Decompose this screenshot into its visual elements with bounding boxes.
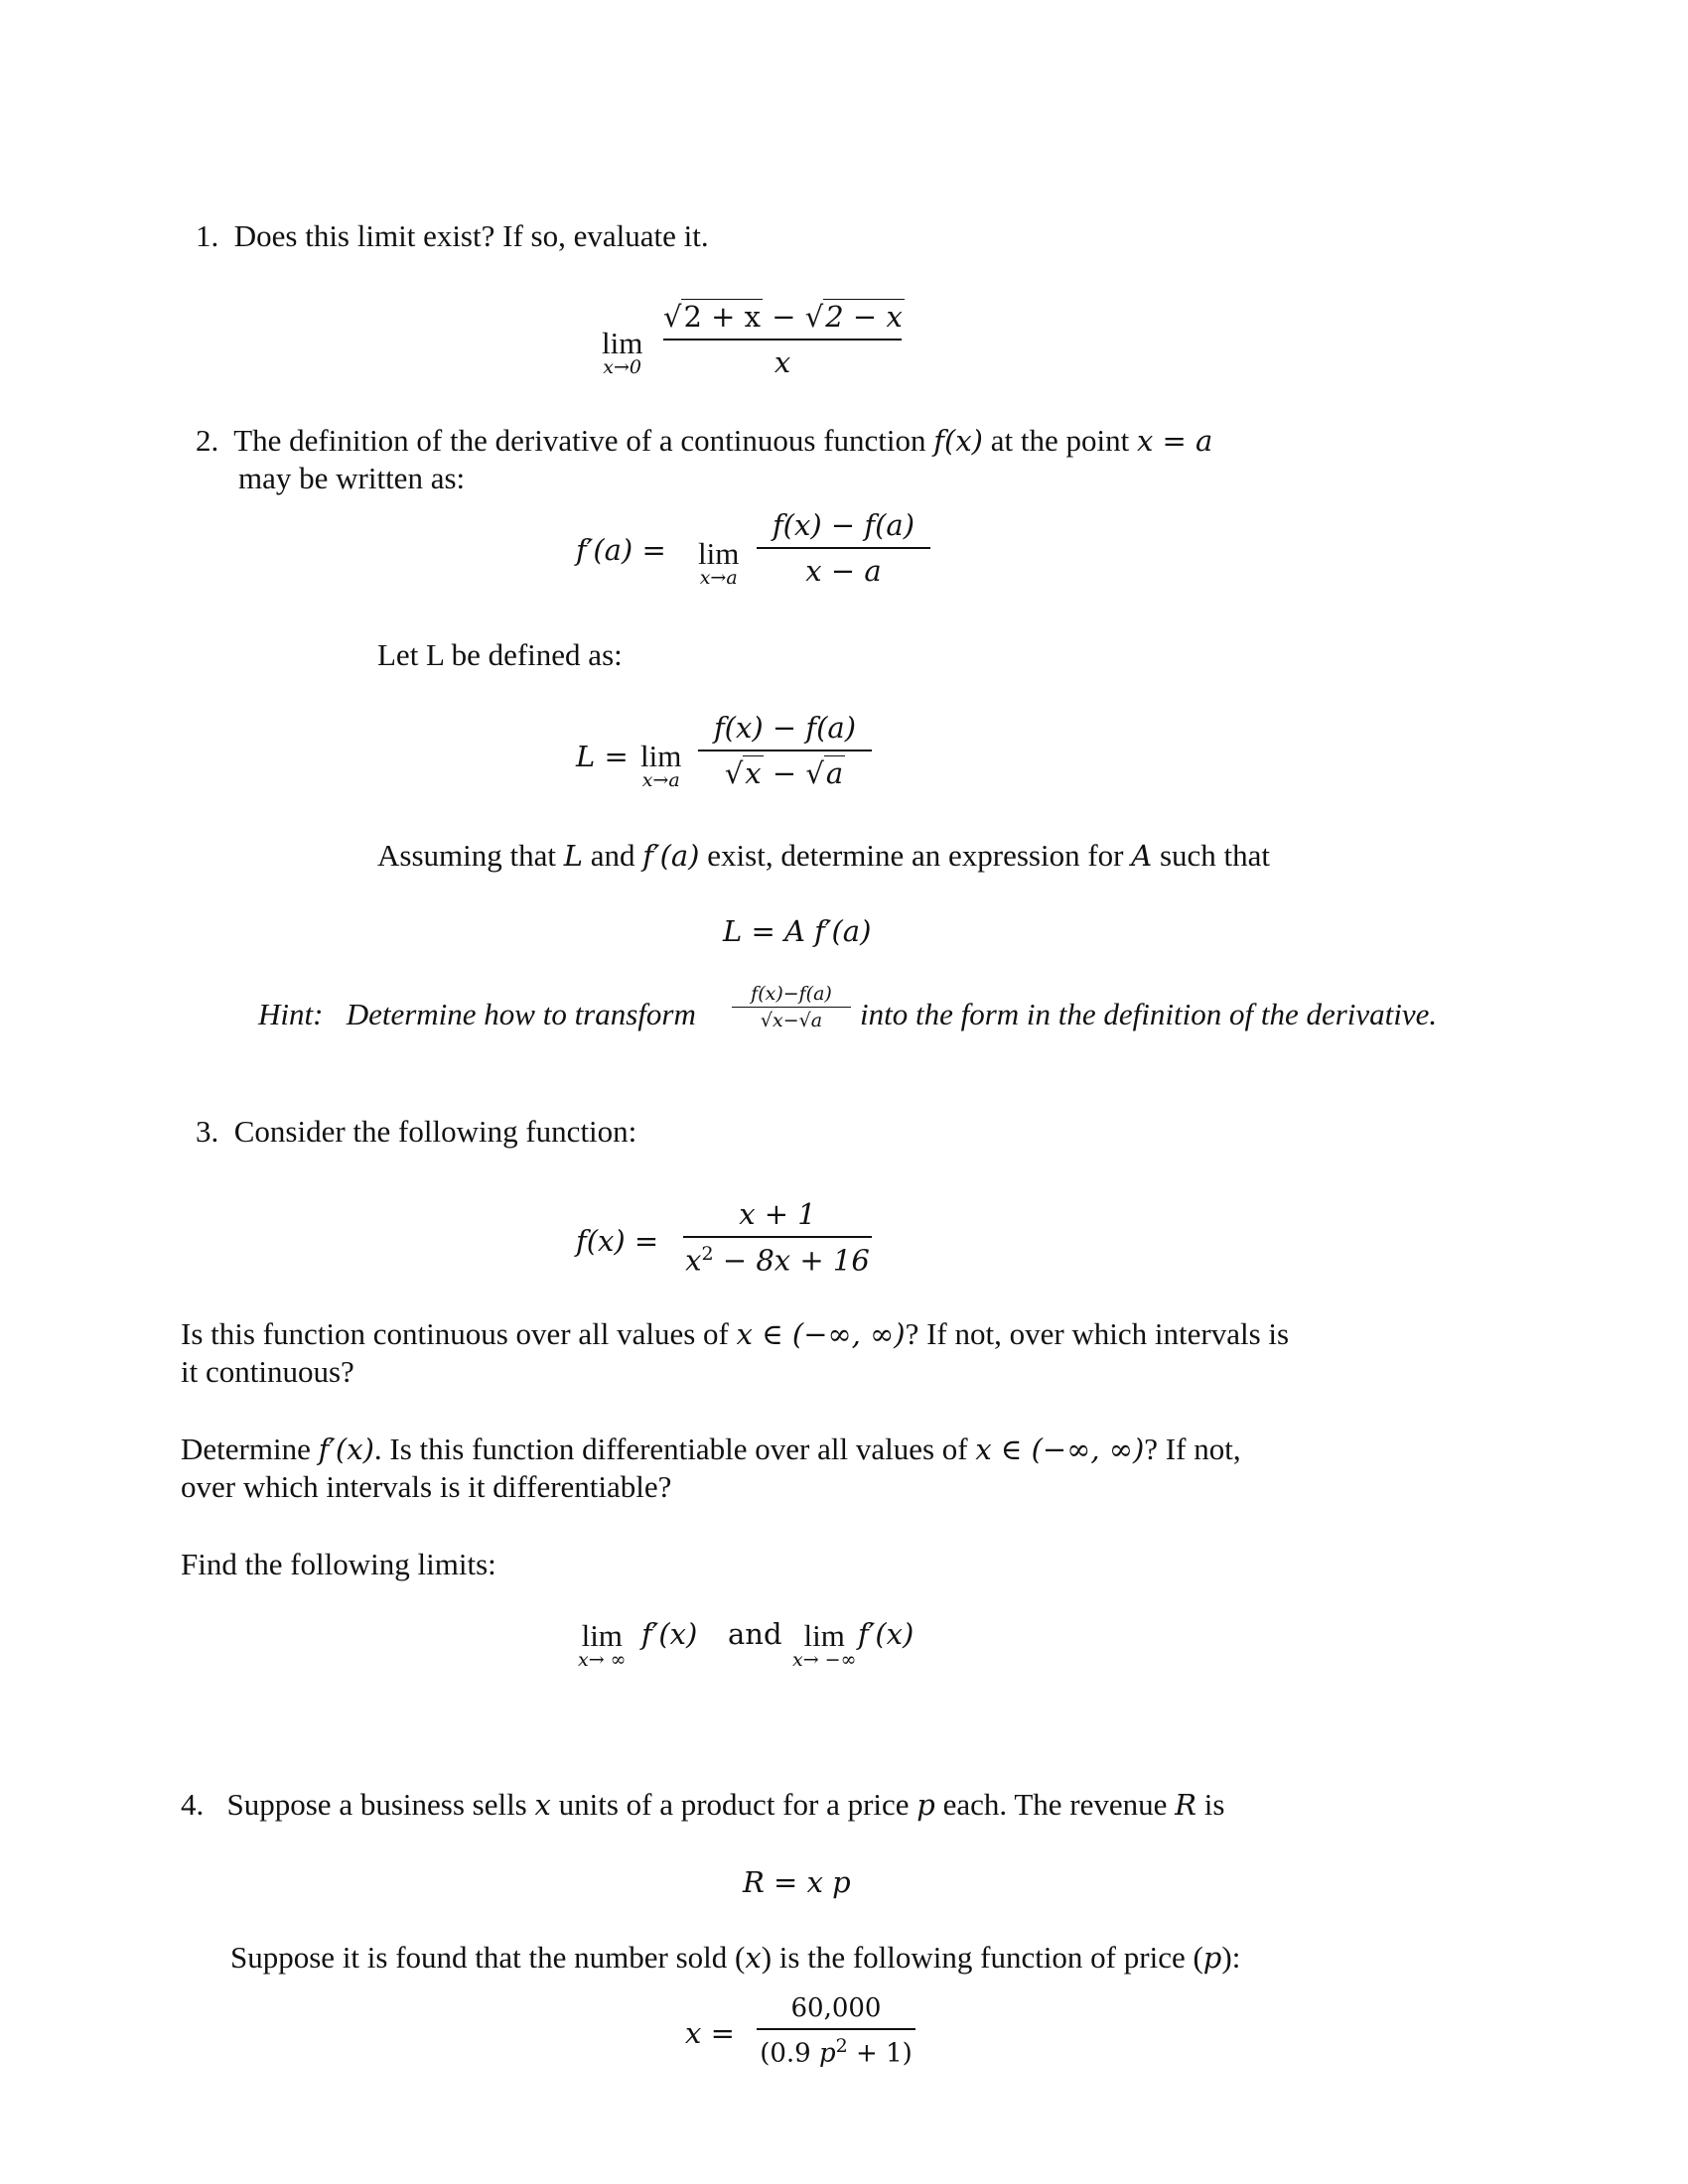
q3-f-lhs: f(x) =	[576, 1224, 659, 1258]
q3-cont-b: ? If not, over which intervals is	[905, 1316, 1290, 1351]
q4-denominator	[757, 2035, 915, 2069]
q3-lim2-operator	[792, 1618, 856, 1671]
q4-x-lhs: x =	[685, 2016, 735, 2050]
q2-def-limit-operator	[698, 536, 739, 589]
q3-den-exponent: 2	[701, 1243, 714, 1265]
sqrt-icon: √	[805, 756, 824, 790]
q2-L-lhs: L =	[576, 740, 629, 773]
q4-text-d: is	[1203, 1787, 1225, 1822]
q2-text-b: at the point	[990, 423, 1130, 458]
q2-def-lim-word: lim	[698, 536, 740, 571]
q2-assumption	[377, 838, 1270, 874]
q2-assume-b: and	[590, 838, 635, 873]
q2-L-lim-subscript: x→a	[641, 768, 680, 791]
q3-continuity-line2: it continuous?	[181, 1354, 354, 1389]
q1-fraction-bar	[663, 339, 902, 341]
q1-text: Does this limit exist? If so, evaluate it.	[233, 218, 709, 253]
q4-fraction-bar	[757, 2028, 915, 2030]
q2-L-radicand-x: x	[745, 756, 762, 790]
q4-text-p: p	[916, 1788, 935, 1822]
q3-differentiability-line1	[181, 1432, 1241, 1467]
q3-cont-set: x ∈ (−∞, ∞)	[736, 1317, 906, 1351]
q4-suppose-c: ):	[1221, 1940, 1241, 1975]
q2-prompt-line2: may be written as:	[238, 461, 466, 495]
q4-den-p: p	[819, 2038, 836, 2069]
q1-radicand-1: 2 + x	[683, 300, 762, 334]
q3-diff-set: x ∈ (−∞, ∞)	[975, 1433, 1145, 1466]
q3-numerator: x + 1	[739, 1197, 816, 1231]
q4-suppose-x: x	[745, 1941, 762, 1975]
q2-L-minus: −	[763, 756, 806, 790]
q2-L-limit-operator	[640, 739, 681, 791]
q2-def-fraction	[757, 508, 930, 588]
q4-numerator: 60,000	[790, 1993, 882, 2023]
q2-hint-b: into the form in the definition of the derivative.	[860, 997, 1438, 1031]
q2-hint-a: Determine how to transform	[346, 997, 696, 1031]
q4-fraction	[757, 1993, 915, 2069]
q4-text-R: R	[1175, 1788, 1196, 1822]
q2-hint-numerator: f(x)−f(a)	[751, 983, 832, 1005]
q3-denominator	[683, 1243, 872, 1278]
q3-diff-b: . Is this function differentiable over all values of	[373, 1432, 968, 1466]
q3-find-text: Find the following limits:	[181, 1547, 496, 1581]
q1-number: 1.	[196, 218, 219, 253]
q4-text-a: Suppose a business sells	[226, 1787, 527, 1822]
q3-lim1-word: lim	[581, 1618, 623, 1653]
sqrt-icon: √	[663, 300, 682, 334]
q3-lim2-word: lim	[803, 1618, 845, 1653]
q3-den-x: x	[685, 1243, 702, 1278]
q4-text-c: each. The revenue	[942, 1787, 1168, 1822]
q4-number: 4.	[181, 1787, 205, 1822]
q4-revenue-equation: R = x p	[743, 1865, 851, 1899]
q2-L-radicand-a: a	[825, 756, 844, 790]
q3-diff-c: ? If not,	[1144, 1432, 1241, 1466]
q1-radicand-2: 2 − x	[825, 300, 903, 334]
sqrt-icon: √	[804, 300, 824, 334]
q3-diff-a: Determine	[181, 1432, 311, 1466]
q2-L-fraction-bar	[698, 750, 872, 751]
q4-suppose	[230, 1940, 1240, 1976]
q2-assume-A: A	[1131, 839, 1153, 873]
q2-assume-L: L	[563, 839, 583, 873]
q1-denominator: x	[774, 345, 791, 379]
q2-L-fraction	[698, 711, 872, 790]
q2-relation: L = A f′(a)	[723, 914, 872, 948]
q3-fraction-bar	[683, 1236, 872, 1238]
q4-suppose-p: p	[1202, 1941, 1222, 1975]
q2-def-fraction-bar	[757, 547, 930, 549]
q2-hint-fraction-bar	[732, 1007, 851, 1008]
q4-text-b: units of a product for a price	[558, 1787, 910, 1822]
q2-def-numerator: f(x) − f(a)	[772, 508, 915, 542]
q3-lim2-expr: f′(x)	[858, 1617, 914, 1651]
q1-numerator	[663, 300, 902, 334]
q2-text-a: The definition of the derivative of a continuous function	[233, 423, 926, 458]
q4-den-close: + 1)	[847, 2038, 913, 2069]
q1-lim-word: lim	[602, 326, 643, 360]
q3-differentiability-line2: over which intervals is it differentiable?	[181, 1469, 672, 1504]
q2-let-text: Let L be defined as:	[377, 637, 623, 672]
q2-hint	[258, 997, 696, 1032]
q2-fx: f(x)	[933, 424, 983, 458]
q1-fraction	[663, 300, 902, 379]
q2-assume-a: Assuming that	[377, 838, 556, 873]
q1-minus: −	[763, 300, 805, 334]
q3-cont-a: Is this function continuous over all values of	[181, 1316, 729, 1351]
q3-continuity-line1	[181, 1316, 1289, 1352]
q2-assume-fpa: f′(a)	[642, 839, 700, 873]
q3-lim1-expr: f′(x)	[641, 1617, 698, 1651]
q4-den-exponent: 2	[835, 2035, 848, 2057]
q2-def-denominator: x − a	[805, 554, 882, 588]
q3-number: 3.	[196, 1114, 219, 1149]
q2-def-lim-subscript: x→a	[699, 566, 738, 589]
q3-prompt	[196, 1114, 636, 1150]
q4-den-open: (0.9	[760, 2038, 819, 2069]
q3-fraction	[683, 1197, 872, 1278]
q2-L-numerator: f(x) − f(a)	[713, 711, 857, 745]
q2-L-lim-word: lim	[640, 739, 682, 773]
q2-x-eq-a: x = a	[1136, 424, 1213, 458]
q3-lim1-operator	[578, 1618, 627, 1671]
q2-hint-fraction	[732, 983, 851, 1031]
q4-prompt	[181, 1787, 1224, 1823]
q2-L-denominator	[698, 756, 872, 790]
q4-suppose-b: ) is the following function of price (	[761, 1940, 1203, 1975]
q3-lim2-subscript: x→ −∞	[792, 1648, 857, 1671]
q2-derivative-lhs: f′(a) =	[576, 533, 666, 567]
q2-hint-label: Hint:	[258, 997, 324, 1031]
q3-lim1-subscript: x→ ∞	[578, 1648, 627, 1671]
sqrt-icon: √	[724, 756, 744, 790]
q1-prompt	[196, 218, 709, 254]
q2-prompt-line1	[196, 423, 1212, 459]
q2-assume-c: exist, determine an expression for	[707, 838, 1124, 873]
q1-limit-operator	[602, 326, 642, 378]
q2-hint-denominator: √x−√a	[760, 1010, 823, 1031]
q3-text: Consider the following function:	[233, 1114, 637, 1149]
q3-diff-fp: f′(x)	[318, 1433, 374, 1466]
q4-suppose-a: Suppose it is found that the number sold (	[230, 1940, 746, 1975]
q4-text-x: x	[534, 1788, 551, 1822]
q2-number: 2.	[196, 423, 219, 458]
q3-and: and	[728, 1617, 782, 1651]
q3-den-rest: − 8x + 16	[713, 1243, 870, 1278]
q1-lim-subscript: x→0	[603, 355, 642, 378]
q2-assume-d: such that	[1159, 838, 1271, 873]
